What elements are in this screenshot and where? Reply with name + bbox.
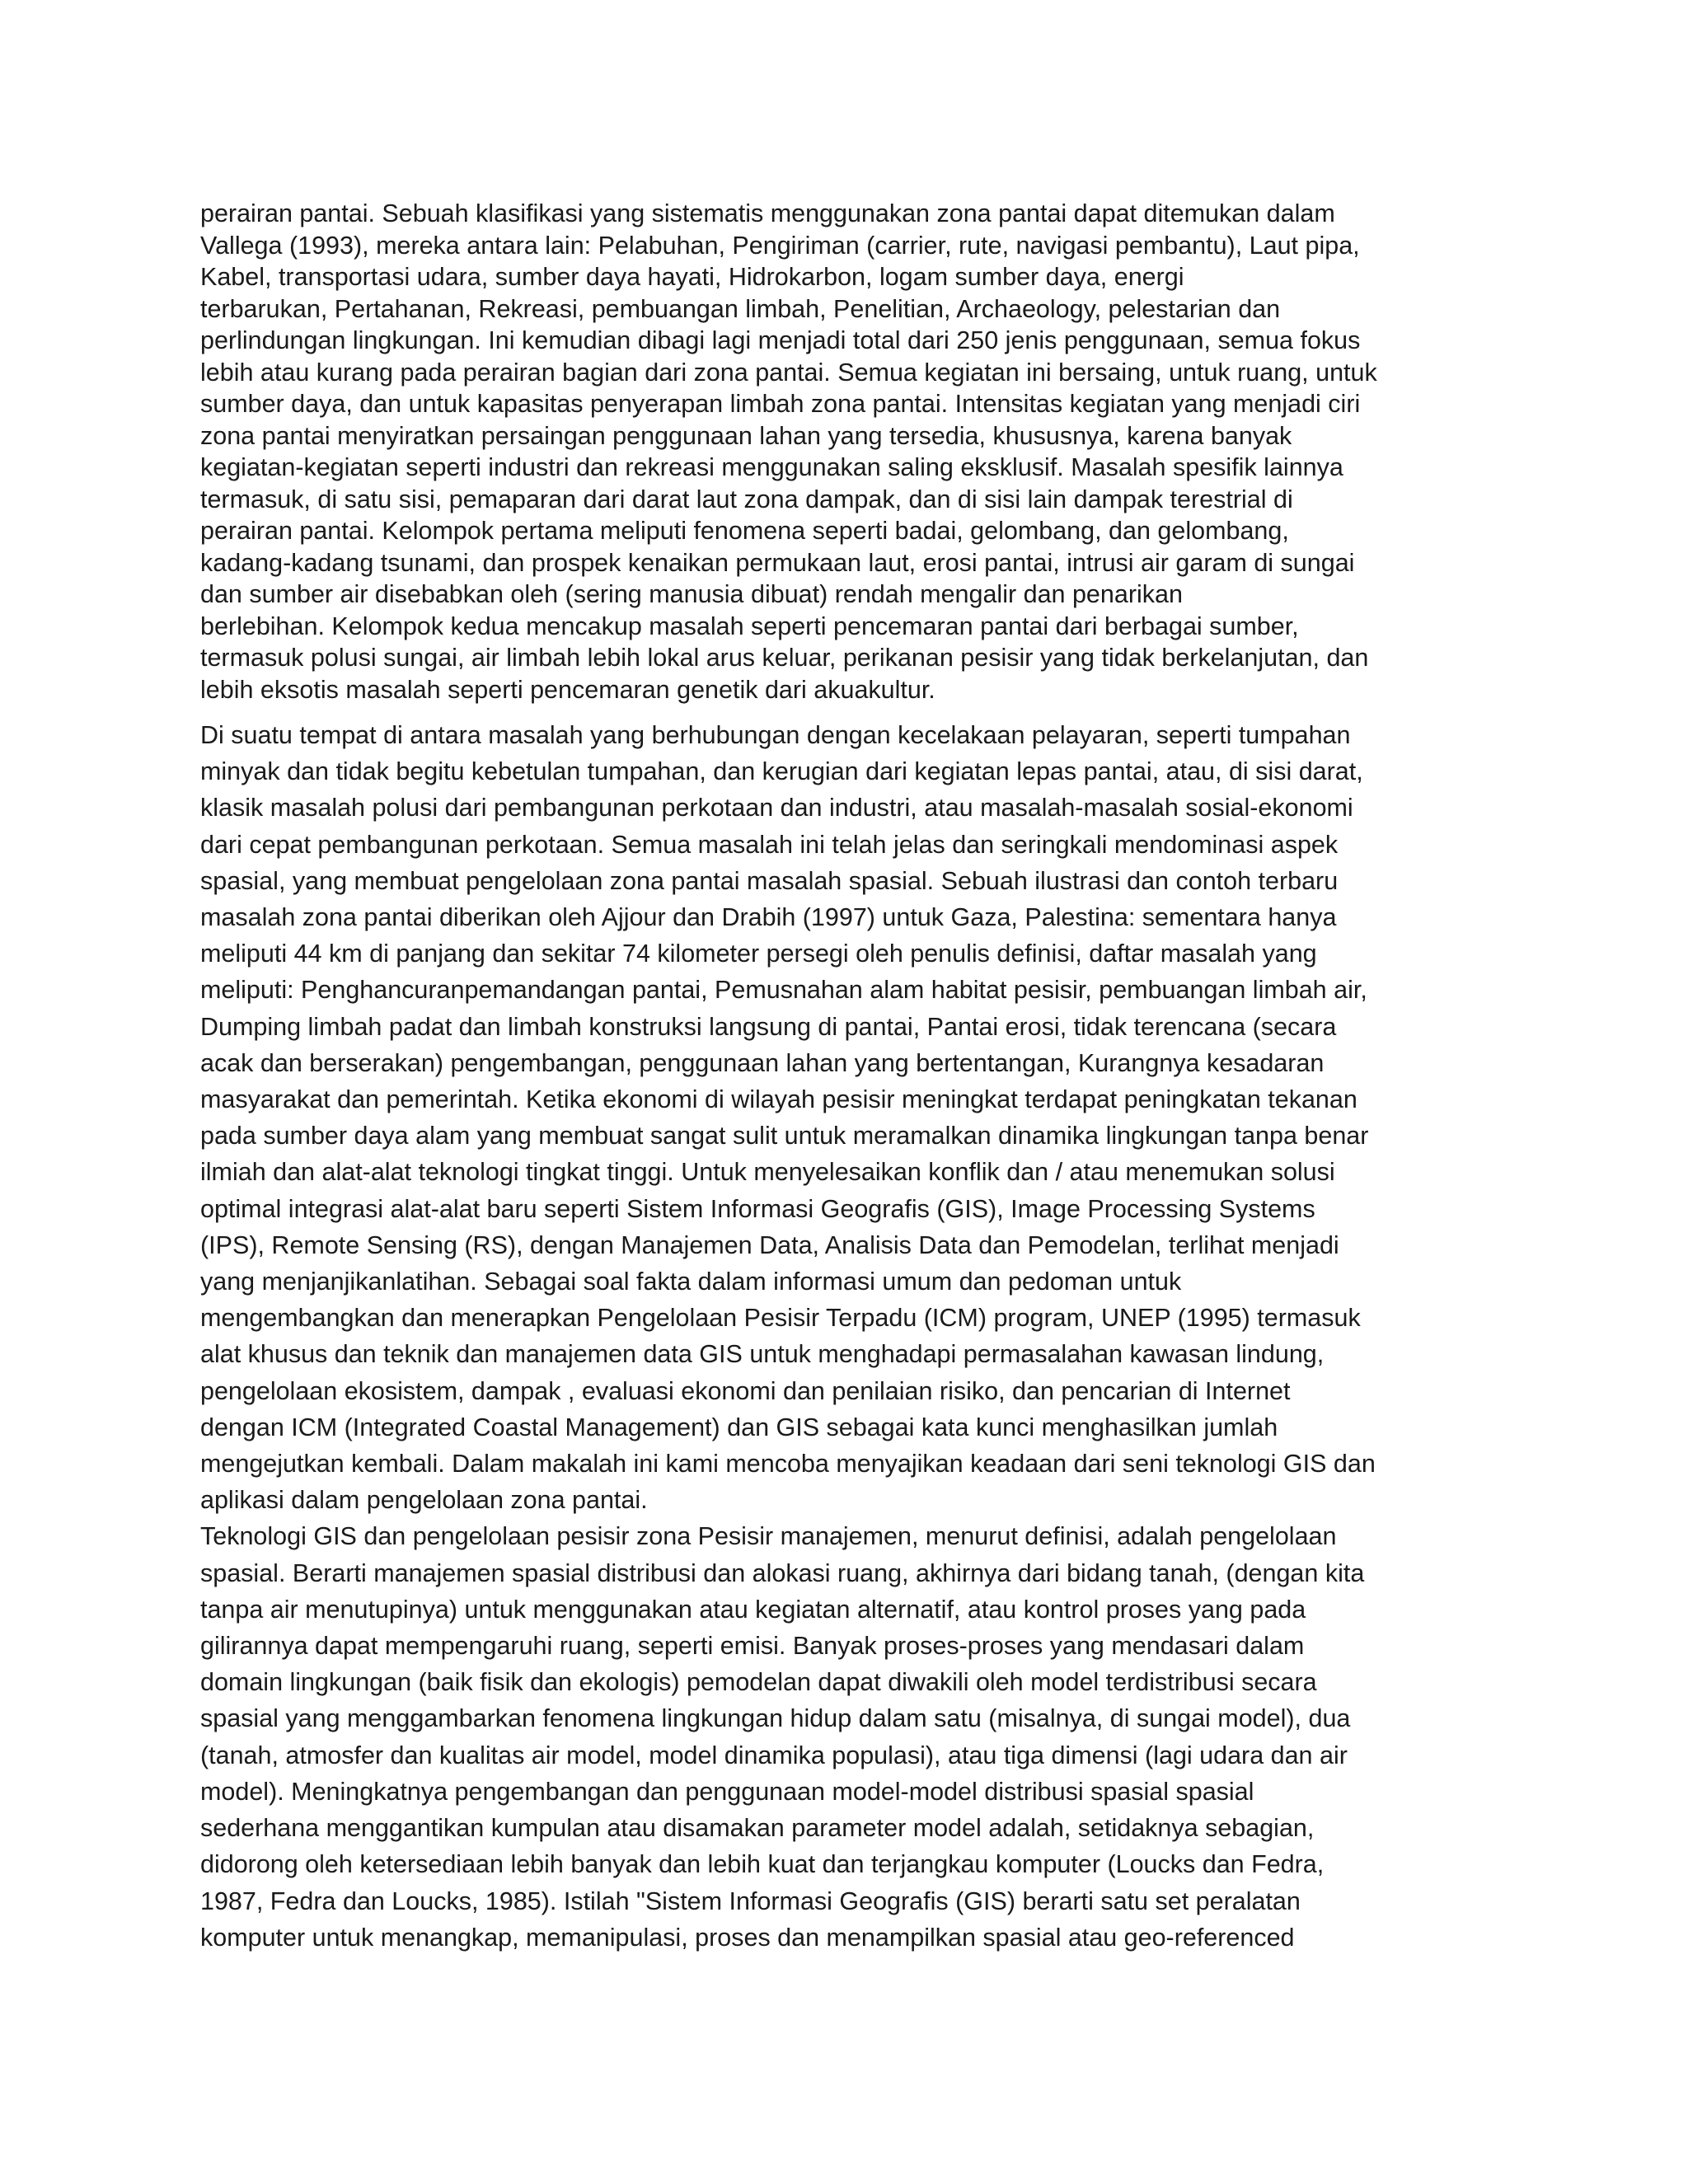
text-line: masyarakat dan pemerintah. Ketika ekonomi di wilayah pesisir meningkat terdapat peningkatan tekanan: [200, 1085, 1357, 1114]
text-line: 1987, Fedra dan Loucks, 1985). Istilah "Sistem Informasi Geografis (GIS) berarti satu set peralatan: [200, 1886, 1301, 1915]
text-line: klasik masalah polusi dari pembangunan perkotaan dan industri, atau masalah-masalah sosial-ekonomi: [200, 794, 1353, 823]
paragraph-2: [200, 717, 1503, 1518]
text-line: (tanah, atmosfer dan kualitas air model, model dinamika populasi), atau tiga dimensi (lagi udara dan air: [200, 1741, 1348, 1769]
text-line: domain lingkungan (baik fisik dan ekologis) pemodelan dapat diwakili oleh model terdistribusi secara: [200, 1668, 1317, 1697]
text-line: Vallega (1993), mereka antara lain: Pelabuhan, Pengiriman (carrier, rute, navigasi pembantu), Laut pipa,: [200, 231, 1360, 260]
text-line: masalah zona pantai diberikan oleh Ajjour dan Drabih (1997) untuk Gaza, Palestina: sementara hanya: [200, 903, 1337, 932]
text-line: ilmiah dan alat-alat teknologi tingkat tinggi. Untuk menyelesaikan konflik dan / atau menemukan solusi: [200, 1158, 1335, 1187]
text-line: termasuk, di satu sisi, pemaparan dari darat laut zona dampak, dan di sisi lain dampak terestrial di: [200, 485, 1293, 513]
text-line: acak dan berserakan) pengembangan, penggunaan lahan yang bertentangan, Kurangnya kesadaran: [200, 1048, 1325, 1077]
text-line: aplikasi dalam pengelolaan zona pantai.: [200, 1486, 648, 1515]
text-line: minyak dan tidak begitu kebetulan tumpahan, dan kerugian dari kegiatan lepas pantai, atau, di sisi darat,: [200, 757, 1363, 786]
text-line: (IPS), Remote Sensing (RS), dengan Manajemen Data, Analisis Data dan Pemodelan, terlihat menjadi: [200, 1230, 1339, 1259]
text-line: didorong oleh ketersediaan lebih banyak dan lebih kuat dan terjangkau komputer (Loucks dan Fedra,: [200, 1850, 1325, 1879]
text-line: kadang-kadang tsunami, dan prospek kenaikan permukaan laut, erosi pantai, intrusi air garam di sungai: [200, 548, 1355, 577]
paragraph-3: [200, 1518, 1503, 1955]
text-line: dengan ICM (Integrated Coastal Management) dan GIS sebagai kata kunci menghasilkan jumlah: [200, 1413, 1278, 1441]
text-line: tanpa air menutupinya) untuk menggunakan atau kegiatan alternatif, atau kontrol proses yang pada: [200, 1595, 1306, 1624]
text-line: perairan pantai. Kelompok pertama meliputi fenomena seperti badai, gelombang, dan gelombang,: [200, 517, 1289, 545]
text-line: Teknologi GIS dan pengelolaan pesisir zona Pesisir manajemen, menurut definisi, adalah pengelolaan: [200, 1522, 1337, 1551]
text-line: spasial yang menggambarkan fenomena lingkungan hidup dalam satu (misalnya, di sungai model), dua: [200, 1704, 1351, 1733]
text-line: Dumping limbah padat dan limbah konstruksi langsung di pantai, Pantai erosi, tidak terencana (secara: [200, 1012, 1337, 1041]
text-line: pada sumber daya alam yang membuat sangat sulit untuk meramalkan dinamika lingkungan tanpa benar: [200, 1122, 1369, 1151]
document-body: [200, 198, 1503, 1956]
text-line: spasial. Berarti manajemen spasial distribusi dan alokasi ruang, akhirnya dari bidang tanah, (dengan kita: [200, 1558, 1365, 1587]
text-line: model). Meningkatnya pengembangan dan penggunaan model-model distribusi spasial spasial: [200, 1777, 1254, 1806]
text-line: sumber daya, dan untuk kapasitas penyerapan limbah zona pantai. Intensitas kegiatan yang menjadi ciri: [200, 390, 1361, 418]
text-line: sederhana menggantikan kumpulan atau disamakan parameter model adalah, setidaknya sebagian,: [200, 1814, 1315, 1843]
text-line: alat khusus dan teknik dan manajemen data GIS untuk menghadapi permasalahan kawasan lindung,: [200, 1340, 1325, 1369]
text-line: dan sumber air disebabkan oleh (sering manusia dibuat) rendah mengalir dan penarikan: [200, 580, 1183, 608]
text-line: berlebihan. Kelompok kedua mencakup masalah seperti pencemaran pantai dari berbagai sumber,: [200, 612, 1299, 640]
text-line: zona pantai menyiratkan persaingan penggunaan lahan yang tersedia, khususnya, karena banyak: [200, 421, 1292, 450]
text-line: terbarukan, Pertahanan, Rekreasi, pembuangan limbah, Penelitian, Archaeology, pelestarian dan: [200, 294, 1281, 323]
text-line: meliputi: Penghancuranpemandangan pantai, Pemusnahan alam habitat pesisir, pembuangan limbah air,: [200, 976, 1367, 1005]
text-line: lebih eksotis masalah seperti pencemaran genetik dari akuakultur.: [200, 675, 935, 704]
text-line: meliputi 44 km di panjang dan sekitar 74 kilometer persegi oleh penulis definisi, daftar masalah yang: [200, 940, 1317, 968]
text-line: yang menjanjikanlatihan. Sebagai soal fakta dalam informasi umum dan pedoman untuk: [200, 1268, 1182, 1296]
text-line: Kabel, transportasi udara, sumber daya hayati, Hidrokarbon, logam sumber daya, energi: [200, 263, 1184, 291]
text-line: lebih atau kurang pada perairan bagian dari zona pantai. Semua kegiatan ini bersaing, untuk ruang, untuk: [200, 358, 1377, 387]
text-line: optimal integrasi alat-alat baru seperti Sistem Informasi Geografis (GIS), Image Processing Systems: [200, 1194, 1315, 1223]
text-line: mengejutkan kembali. Dalam makalah ini kami mencoba menyajikan keadaan dari seni teknologi GIS dan: [200, 1450, 1376, 1479]
text-line: gilirannya dapat mempengaruhi ruang, seperti emisi. Banyak proses-proses yang mendasari dalam: [200, 1632, 1305, 1661]
text-line: perlindungan lingkungan. Ini kemudian dibagi lagi menjadi total dari 250 jenis penggunaan, semua fokus: [200, 326, 1361, 354]
text-line: perairan pantai. Sebuah klasifikasi yang sistematis menggunakan zona pantai dapat ditemukan dalam: [200, 199, 1335, 227]
text-line: dari cepat pembangunan perkotaan. Semua masalah ini telah jelas dan seringkali mendominasi aspek: [200, 830, 1339, 859]
text-line: kegiatan-kegiatan seperti industri dan rekreasi menggunakan saling eksklusif. Masalah spesifik lainnya: [200, 453, 1343, 481]
text-line: termasuk polusi sungai, air limbah lebih lokal arus keluar, perikanan pesisir yang tidak berkelanjutan, dan: [200, 644, 1369, 672]
text-line: mengembangkan dan menerapkan Pengelolaan Pesisir Terpadu (ICM) program, UNEP (1995) termasuk: [200, 1304, 1361, 1333]
text-line: pengelolaan ekosistem, dampak , evaluasi ekonomi dan penilaian risiko, dan pencarian di Internet: [200, 1376, 1291, 1405]
text-line: spasial, yang membuat pengelolaan zona pantai masalah spasial. Sebuah ilustrasi dan contoh terbaru: [200, 866, 1339, 895]
text-line: Di suatu tempat di antara masalah yang berhubungan dengan kecelakaan pelayaran, seperti tumpahan: [200, 721, 1351, 749]
paragraph-1: [200, 198, 1503, 705]
text-line: komputer untuk menangkap, memanipulasi, proses dan menampilkan spasial atau geo-referenced: [200, 1923, 1295, 1952]
